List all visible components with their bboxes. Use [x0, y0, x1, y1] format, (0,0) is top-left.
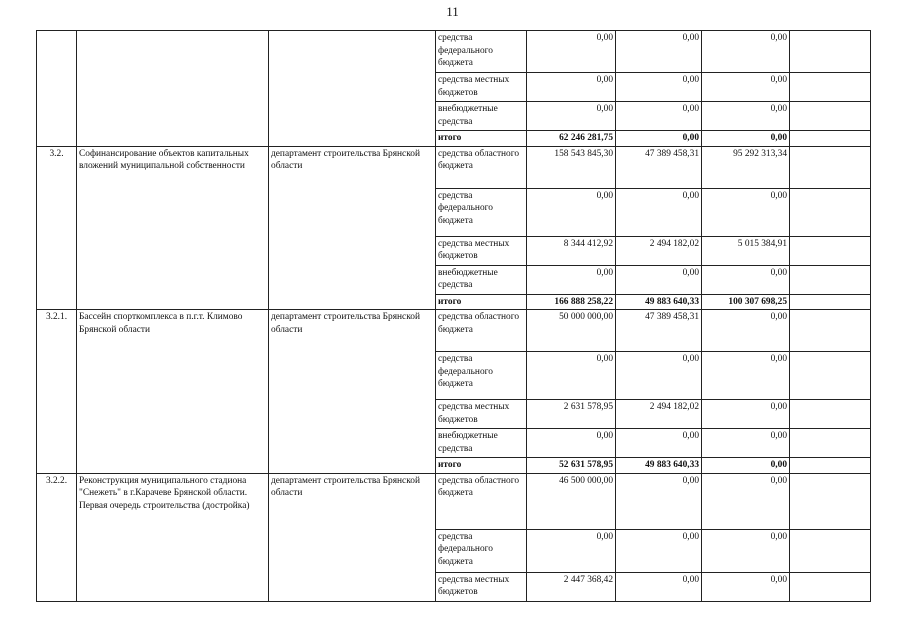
amount-year-3: 100 307 698,25 [702, 294, 790, 310]
amount-year-3: 5 015 384,91 [702, 236, 790, 265]
amount-year-3: 0,00 [702, 188, 790, 236]
amount-year-2: 49 883 640,33 [616, 294, 702, 310]
funding-source: средства областного бюджета [436, 146, 527, 188]
amount-year-3: 0,00 [702, 352, 790, 400]
amount-year-1: 0,00 [527, 529, 616, 572]
table-row [37, 310, 871, 352]
empty-cell [790, 73, 871, 102]
empty-cell [790, 188, 871, 236]
amount-year-1: 0,00 [527, 73, 616, 102]
amount-year-2: 47 389 458,31 [616, 146, 702, 188]
amount-year-2: 2 494 182,02 [616, 236, 702, 265]
amount-year-1: 0,00 [527, 188, 616, 236]
responsible-department [269, 31, 436, 147]
amount-year-1: 46 500 000,00 [527, 473, 616, 529]
empty-cell [790, 294, 871, 310]
amount-year-1: 2 631 578,95 [527, 400, 616, 429]
funding-source: внебюджетные средства [436, 429, 527, 458]
page-number: 11 [446, 4, 459, 19]
amount-year-2: 0,00 [616, 473, 702, 529]
empty-cell [790, 473, 871, 529]
amount-year-1: 158 543 845,30 [527, 146, 616, 188]
funding-source: итого [436, 131, 527, 147]
empty-cell [790, 310, 871, 352]
budget-table [36, 30, 871, 602]
funding-source: средства федерального бюджета [436, 529, 527, 572]
empty-cell [790, 31, 871, 73]
amount-year-2: 0,00 [616, 429, 702, 458]
amount-year-3: 0,00 [702, 400, 790, 429]
amount-year-2: 0,00 [616, 572, 702, 601]
amount-year-1: 2 447 368,42 [527, 572, 616, 601]
empty-cell [790, 102, 871, 131]
empty-cell [790, 572, 871, 601]
amount-year-3: 0,00 [702, 458, 790, 474]
amount-year-3: 0,00 [702, 102, 790, 131]
funding-source: средства областного бюджета [436, 473, 527, 529]
amount-year-2: 0,00 [616, 265, 702, 294]
item-name: Реконструкция муниципального стадиона "Снежеть" в г.Карачеве Брянской области. Первая очередь строительства (достройка) [77, 473, 269, 601]
funding-source: средства местных бюджетов [436, 236, 527, 265]
empty-cell [790, 458, 871, 474]
empty-cell [790, 265, 871, 294]
amount-year-1: 52 631 578,95 [527, 458, 616, 474]
empty-cell [790, 131, 871, 147]
funding-source: средства местных бюджетов [436, 400, 527, 429]
amount-year-2: 0,00 [616, 73, 702, 102]
amount-year-1: 62 246 281,75 [527, 131, 616, 147]
empty-cell [790, 236, 871, 265]
item-number: 3.2.1. [37, 310, 77, 474]
amount-year-3: 0,00 [702, 265, 790, 294]
amount-year-1: 8 344 412,92 [527, 236, 616, 265]
amount-year-2: 49 883 640,33 [616, 458, 702, 474]
table-row [37, 31, 871, 73]
empty-cell [790, 529, 871, 572]
amount-year-2: 2 494 182,02 [616, 400, 702, 429]
amount-year-1: 0,00 [527, 102, 616, 131]
table-row [37, 473, 871, 529]
amount-year-3: 0,00 [702, 529, 790, 572]
funding-source: средства федерального бюджета [436, 188, 527, 236]
amount-year-2: 0,00 [616, 529, 702, 572]
table-row [37, 146, 871, 188]
amount-year-1: 0,00 [527, 429, 616, 458]
funding-source: итого [436, 294, 527, 310]
empty-cell [790, 429, 871, 458]
amount-year-2: 0,00 [616, 188, 702, 236]
amount-year-1: 0,00 [527, 31, 616, 73]
funding-source: средства федерального бюджета [436, 352, 527, 400]
amount-year-1: 0,00 [527, 265, 616, 294]
amount-year-1: 166 888 258,22 [527, 294, 616, 310]
item-number: 3.2.2. [37, 473, 77, 601]
funding-source: средства федерального бюджета [436, 31, 527, 73]
amount-year-1: 50 000 000,00 [527, 310, 616, 352]
funding-source: средства местных бюджетов [436, 73, 527, 102]
responsible-department: департамент строительства Брянской области [269, 146, 436, 310]
amount-year-3: 0,00 [702, 473, 790, 529]
amount-year-2: 0,00 [616, 352, 702, 400]
empty-cell [790, 352, 871, 400]
amount-year-2: 0,00 [616, 102, 702, 131]
funding-source: средства местных бюджетов [436, 572, 527, 601]
amount-year-3: 95 292 313,34 [702, 146, 790, 188]
responsible-department: департамент строительства Брянской области [269, 310, 436, 474]
amount-year-3: 0,00 [702, 73, 790, 102]
amount-year-2: 0,00 [616, 31, 702, 73]
amount-year-2: 0,00 [616, 131, 702, 147]
amount-year-3: 0,00 [702, 429, 790, 458]
funding-source: итого [436, 458, 527, 474]
amount-year-3: 0,00 [702, 310, 790, 352]
responsible-department: департамент строительства Брянской области [269, 473, 436, 601]
empty-cell [790, 146, 871, 188]
item-number: 3.2. [37, 146, 77, 310]
amount-year-2: 47 389 458,31 [616, 310, 702, 352]
funding-source: средства областного бюджета [436, 310, 527, 352]
item-name: Бассейн спорткомплекса в п.г.т. Климово Брянской области [77, 310, 269, 474]
amount-year-3: 0,00 [702, 131, 790, 147]
amount-year-3: 0,00 [702, 31, 790, 73]
empty-cell [790, 400, 871, 429]
amount-year-3: 0,00 [702, 572, 790, 601]
item-name: Софинансирование объектов капитальных вложений муниципальной собственности [77, 146, 269, 310]
item-number [37, 31, 77, 147]
funding-source: внебюджетные средства [436, 102, 527, 131]
item-name [77, 31, 269, 147]
funding-source: внебюджетные средства [436, 265, 527, 294]
amount-year-1: 0,00 [527, 352, 616, 400]
